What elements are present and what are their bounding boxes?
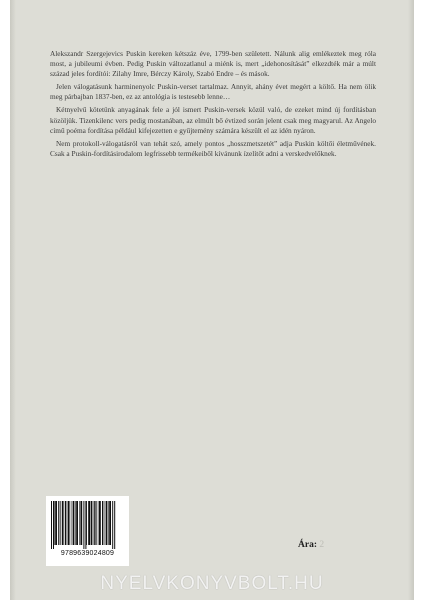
barcode-digits: 9789639024809 — [60, 550, 115, 557]
cover-left-edge — [10, 0, 16, 600]
barcode-bars — [50, 501, 125, 549]
blurb-text — [50, 49, 376, 162]
blurb-paragraph: Jelen válogatásunk harminenyolc Puskin-verset tartalmaz. Annyit, ahány évet megért a költő. Ha nem ölik meg párbajban 1837-ben, ez az antológia is testesebb lenne… — [50, 82, 376, 102]
isbn-barcode — [46, 496, 129, 566]
barcode-bar — [75, 501, 76, 545]
barcode-bar — [106, 501, 108, 545]
barcode-bar — [58, 501, 59, 545]
barcode-bar — [73, 501, 75, 545]
barcode-bar — [109, 501, 111, 545]
barcode-bar — [79, 501, 80, 545]
barcode-bar — [102, 501, 103, 545]
price-value: 2 — [319, 540, 325, 550]
barcode-bar — [98, 501, 99, 545]
barcode-bar — [99, 501, 101, 545]
cover-right-edge — [408, 0, 414, 600]
barcode-bar — [71, 501, 72, 545]
barcode-bar — [67, 501, 68, 545]
barcode-bar — [91, 501, 93, 545]
barcode-bar — [68, 501, 70, 545]
barcode-bar — [83, 501, 84, 549]
barcode-bar — [60, 501, 61, 545]
barcode-bar — [112, 501, 113, 549]
watermark-text: NYELVKONYVBOLT.HU — [100, 573, 324, 594]
barcode-bar — [86, 501, 87, 545]
barcode-bar — [94, 501, 95, 545]
barcode-bar — [80, 501, 82, 545]
barcode-bar — [51, 501, 52, 549]
blurb-paragraph: Alekszandr Szergejevics Puskin kereken kétszáz éve, 1799-ben született. Nálunk alig emlékeztek meg róla most, a jubileumi évben. Pedig Puskin változatlanul a miénk is, mert „idehonosítását” elkezdték már a múlt század jeles fordítói: Zilahy Imre, Bérczy Károly, Szabó Endre – és mások. — [50, 49, 376, 79]
barcode-bar — [88, 501, 90, 545]
barcode-bar — [114, 501, 115, 549]
barcode-bar — [76, 501, 78, 545]
barcode-bar — [55, 501, 57, 545]
blurb-paragraph: Kétnyelvű kötetünk anyagának fele a jól ismert Puskin-versek közül való, de ezeket mind új fordításban közöljük. Tizenkilenc vers pedig mostanában, az elmúlt bő évtized során jelent csak meg magyarul. Az Angelo című poéma fordítása például kifejezetten e gyűjtemény számára készült el az idén nyáron. — [50, 105, 376, 135]
price-tag — [298, 540, 324, 550]
barcode-bar — [85, 501, 86, 549]
barcode-bar — [95, 501, 96, 545]
blurb-paragraph: Nem protokoll-válogatásról van tehát szó, amely pontos „hosszmetszetét” adja Puskin költői életművének. Csak a Puskin-fordításirodalom legfrissebb termékeiből kívánunk ízelítőt adni a verskedvelőknek. — [50, 138, 376, 158]
barcode-bar — [53, 501, 54, 549]
barcode-bar — [65, 501, 66, 545]
price-label: Ára: — [298, 540, 317, 550]
barcode-bar — [62, 501, 64, 545]
barcode-bar — [104, 501, 105, 545]
barcode-bar — [54, 501, 55, 545]
barcode-bar — [108, 501, 109, 545]
